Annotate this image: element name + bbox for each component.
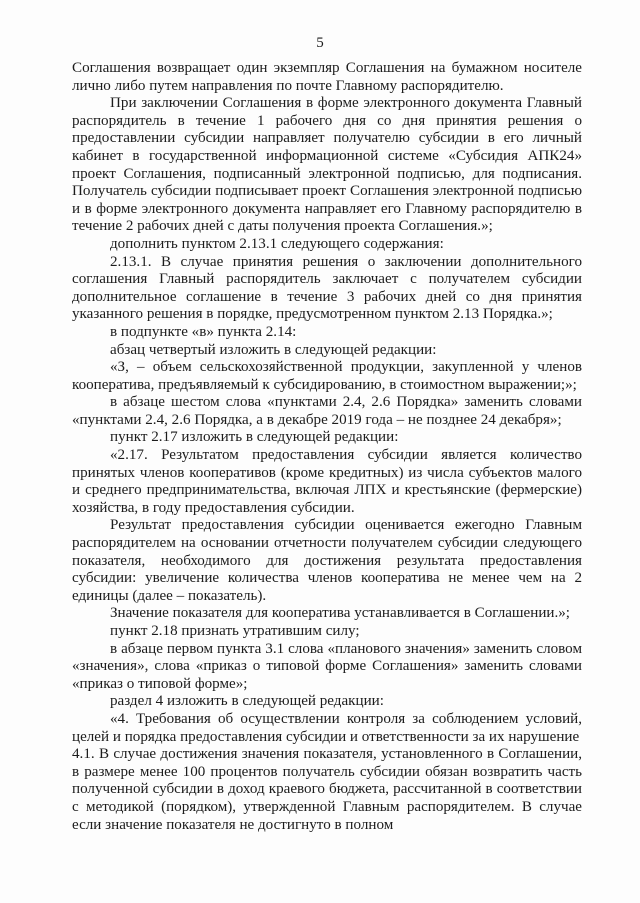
page-number: 5 — [316, 35, 324, 51]
paragraph: раздел 4 изложить в следующей редакции: — [110, 693, 384, 710]
paragraph: пункт 2.17 изложить в следующей редакции: — [110, 429, 399, 446]
paragraph: 4.1. В случае достижения значения показателя, установленного в Соглашении, в размере менее 100 процентов получатель субсидии обязан возвратить часть полученной субсидии в доход краевого бюджета, рассчитанной в соответствии с методикой (порядком), утвержденной Главным распорядителем. В случае если значение показателя не достигнуто в полном — [72, 746, 582, 833]
paragraph: «2.17. Результатом предоставления субсидии является количество принятых членов кооперативов (кроме кредитных) из числа субъектов малого и среднего предпринимательства, включая ЛПХ и крестьянские (фермерские) хозяйства, в году предоставления субсидии. — [72, 447, 582, 516]
paragraph: Значение показателя для кооператива устанавливается в Соглашении.»; — [110, 605, 570, 622]
paragraph: Соглашения возвращает один экземпляр Соглашения на бумажном носителе лично либо путем направления по почте Главному распорядителю. — [72, 60, 582, 94]
document-body — [72, 60, 582, 834]
paragraph: в абзаце первом пункта 3.1 слова «планового значения» заменить словом «значения», слова «приказ о типовой форме Соглашения» заменить словами «приказ о типовой форме»; — [72, 640, 582, 692]
paragraph: Результат предоставления субсидии оценивается ежегодно Главным распорядителем на основании отчетности получателем субсидии следующего показателя, необходимого для достижения результата предоставления субсидии: увеличение количества членов кооператива не менее чем на 2 единицы (далее – показатель). — [72, 517, 582, 604]
section-heading: «4. Требования об осуществлении контроля за соблюдением условий, целей и порядка предоставления субсидии и ответственности за их нарушение — [72, 710, 582, 745]
paragraph: в абзаце шестом слова «пунктами 2.4, 2.6 Порядка» заменить словами «пунктами 2.4, 2.6 Порядка, а в декабре 2019 года – не позднее 24 декабря»; — [72, 394, 582, 428]
paragraph: дополнить пунктом 2.13.1 следующего содержания: — [110, 235, 444, 252]
paragraph: «З, – объем сельскохозяйственной продукции, закупленной у членов кооператива, предъявляемый к субсидированию, в стоимостном выражении;»; — [72, 359, 582, 393]
paragraph: 2.13.1. В случае принятия решения о заключении дополнительного соглашения Главный распорядитель заключает с получателем субсидии дополнительное соглашение в течение 3 рабочих дней со дня принятия указанного решения в порядке, предусмотренном пунктом 2.13 Порядка.»; — [72, 253, 582, 323]
paragraph: абзац четвертый изложить в следующей редакции: — [110, 341, 437, 358]
paragraph: При заключении Соглашения в форме электронного документа Главный распорядитель в течение 1 рабочего дня со дня принятия решения о предоставлении субсидии направляет получателю субсидии в его личный кабинет в государственной информационной системе «Субсидия АПК24» проект Соглашения, подписанный электронной подписью, для подписания. Получатель субсидии подписывает проект Соглашения электронной подписью и в форме электронного документа направляет его Главному распорядителю в течение 2 рабочих дней с даты получения проекта Соглашения.»; — [72, 95, 582, 235]
paragraph: пункт 2.18 признать утратившим силу; — [110, 623, 360, 639]
paragraph: в подпункте «в» пункта 2.14: — [110, 323, 297, 340]
